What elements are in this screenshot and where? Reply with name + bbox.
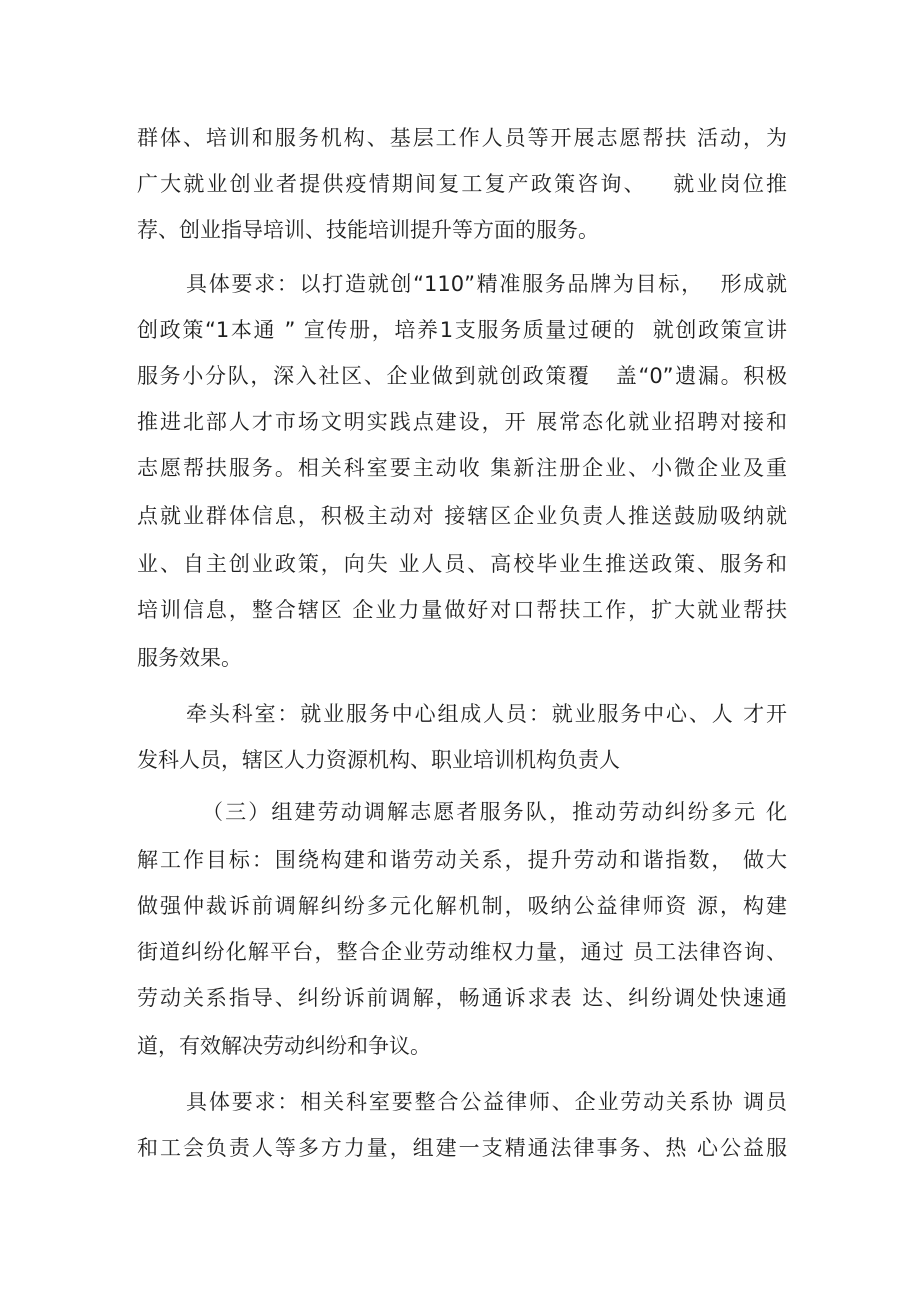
text-line: 发科人员，辖区人力资源机构、职业培训机构负责人 <box>137 748 620 772</box>
text-line: 服务小分队，深入社区、企业做到就创政策覆 盖“0”遗漏。积极 <box>137 364 787 388</box>
text-line: 群体、培训和服务机构、基层工作人员等开展志愿帮扶 活动，为 <box>137 126 787 150</box>
text-line: 解工作目标：围绕构建和谐劳动关系，提升劳动和谐指数， 做大 <box>137 848 787 872</box>
text-line: 培训信息，整合辖区 企业力量做好对口帮扶工作，扩大就业帮扶 <box>137 598 787 622</box>
text-line: 点就业群体信息，积极主动对 接辖区企业负责人推送鼓励吸纳就 <box>137 504 787 528</box>
text-line: 广大就业创业者提供疫情期间复工复产政策咨询、 就业岗位推 <box>137 172 787 196</box>
text-line: 街道纠纷化解平台，整合企业劳动维权力量，通过 员工法律咨询、 <box>137 940 787 964</box>
text-line: 推进北部人才市场文明实践点建设，开 展常态化就业招聘对接和 <box>137 410 787 434</box>
text-line: 创政策“1本通 ” 宣传册，培养1支服务质量过硬的 就创政策宣讲 <box>137 318 787 342</box>
text-line: 做强仲裁诉前调解纠纷多元化解机制，吸纳公益律师资 源，构建 <box>137 894 787 918</box>
text-line: 志愿帮扶服务。相关科室要主动收 集新注册企业、小微企业及重 <box>137 456 787 480</box>
text-line: 服务效果。 <box>137 646 242 670</box>
text-line: 牵头科室：就业服务中心组成人员：就业服务中心、人 才开 <box>186 702 787 726</box>
text-line: 业、自主创业政策，向失 业人员、高校毕业生推送政策、服务和 <box>137 552 787 576</box>
section-heading: （三）组建劳动调解志愿者服务队，推动劳动纠纷多元 化 <box>202 800 787 824</box>
text-line: 具体要求：相关科室要整合公益律师、企业劳动关系协 调员 <box>186 1090 787 1114</box>
text-line: 荐、创业指导培训、技能培训提升等方面的服务。 <box>137 218 599 242</box>
text-line: 具体要求：以打造就创“110”精准服务品牌为目标， 形成就 <box>186 272 787 296</box>
text-line: 和工会负责人等多方力量，组建一支精通法律事务、热 心公益服 <box>137 1136 787 1160</box>
text-line: 劳动关系指导、纠纷诉前调解，畅通诉求表 达、纠纷调处快速通 <box>137 986 787 1010</box>
text-line: 道，有效解决劳动纠纷和争议。 <box>137 1034 431 1058</box>
